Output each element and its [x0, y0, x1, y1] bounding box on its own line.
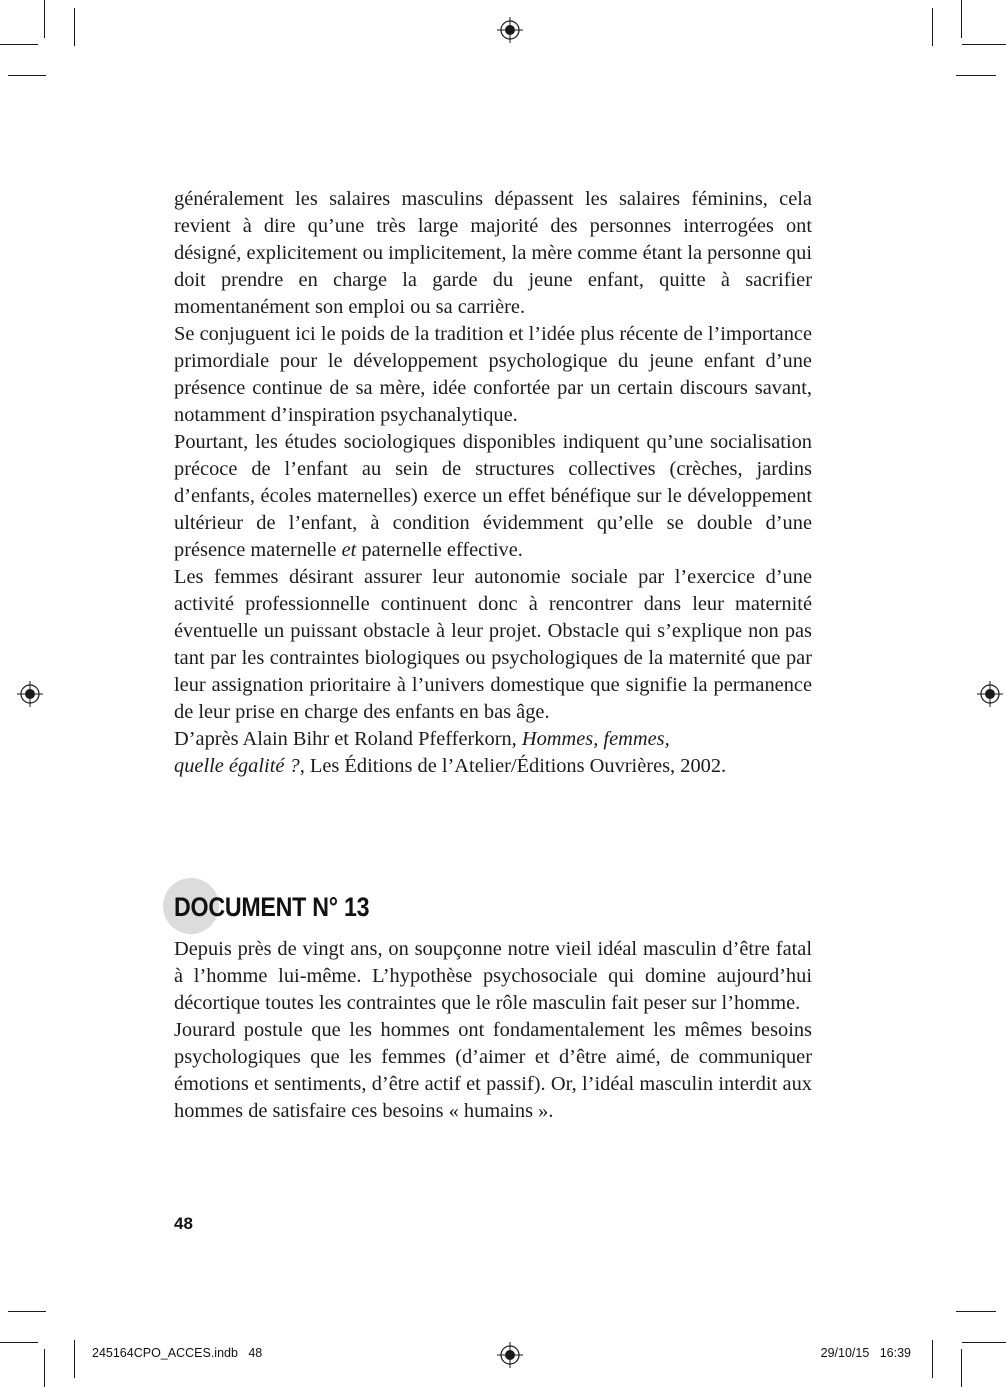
source-title-line2: quelle égalité ? — [174, 755, 300, 777]
registration-mark-left — [17, 681, 43, 707]
document-12-text — [174, 186, 812, 780]
source-citation — [174, 726, 812, 780]
paragraph-1: généralement les salaires masculins dépassent les salaires féminins, cela revient à dire qu’une très large majorité des personnes interrogées ont désigné, explicitement ou implicitement, la mère comme étant la personne qui doit prendre en charge la garde du jeune enfant, quitte à sacrifier momentanément son emploi ou sa carrière. — [174, 188, 812, 318]
registration-mark-right — [977, 681, 1003, 707]
paragraph-3 — [174, 429, 812, 564]
paragraph-2: Se conjuguent ici le poids de la tradition et l’idée plus récente de l’importance primordiale pour le développement psychologique du jeune enfant d’une présence continue de sa mère, idée confortée par un certain discours savant, notamment d’inspiration psychanalytique. — [174, 323, 812, 426]
doc13-paragraph-1: Depuis près de vingt ans, on soupçonne notre vieil idéal masculin d’être fatal à l’homme lui-même. L’hypothèse psychosociale qui domine aujourd’hui décortique toutes les contraintes que le rôle masculin fait peser sur l’homme. — [174, 938, 812, 1014]
crop-mark-top-right-h2 — [956, 75, 996, 76]
doc13-paragraph-2: Jourard postule que les hommes ont fondamentalement les mêmes besoins psychologiques que les femmes (d’aimer et d’être aimé, de communiquer émotions et sentiments, d’être actif et passif). Or, l’idéal masculin interdit aux hommes de satisfaire ces besoins « humains ». — [174, 1019, 812, 1122]
crop-mark-bottom-right-h2 — [962, 1342, 1006, 1343]
crop-mark-top-right-v2 — [961, 0, 962, 38]
registration-mark-bottom — [497, 1342, 523, 1368]
crop-mark-bottom-right-v2 — [961, 1349, 962, 1387]
registration-mark-top — [497, 17, 523, 43]
crop-mark-bottom-right-h1 — [956, 1311, 996, 1312]
crop-mark-bottom-left-h2 — [0, 1342, 38, 1343]
paragraph-3-end: paternelle effective. — [356, 539, 523, 561]
paragraph-3-start: Pourtant, les études sociologiques disponibles indiquent qu’une socialisation précoce de l’enfant au sein de structures collectives (crèches, jardins d’enfants, écoles maternelles) exerce un effet bénéfique sur le développement ultérieur de l’enfant, à condition évidemment qu’elle se double d’une présence maternelle — [174, 431, 812, 561]
crop-mark-top-left-v2 — [74, 8, 75, 46]
crop-mark-top-right-h1 — [962, 44, 1006, 45]
crop-mark-bottom-left-v2 — [74, 1340, 75, 1378]
page-number: 48 — [174, 1214, 193, 1233]
source-suffix: , Les Éditions de l’Atelier/Éditions Ouvrières, 2002. — [299, 755, 727, 777]
paragraph-4: Les femmes désirant assurer leur autonomie sociale par l’exercice d’une activité professionnelle continuent donc à rencontrer dans leur maternité éventuelle un puissant obstacle à leur projet. Obstacle qui s’explique non pas tant par les contraintes biologiques ou psychologiques de la maternité que par leur assignation prioritaire à l’univers domestique que signifie la permanence de leur prise en charge des enfants en bas âge. — [174, 566, 812, 723]
slug-filename: 245164CPO_ACCES.indb 48 — [92, 1346, 263, 1360]
crop-mark-bottom-right-v1 — [932, 1340, 933, 1378]
paragraph-3-emphasis: et — [341, 539, 357, 561]
document-heading: DOCUMENT N° 13 — [174, 892, 370, 922]
source-prefix: D’après Alain Bihr et Roland Pfefferkorn, — [174, 728, 522, 750]
crop-mark-top-left-v1 — [44, 0, 45, 38]
crop-mark-top-right-v1 — [932, 8, 933, 46]
document-13-text — [174, 936, 812, 1125]
slug-date: 29/10/15 16:39 — [820, 1346, 911, 1360]
source-title-line1: Hommes, femmes, — [521, 728, 670, 750]
crop-mark-bottom-left-v1 — [44, 1349, 45, 1387]
crop-mark-bottom-left-h1 — [8, 1311, 46, 1312]
crop-mark-top-left-h2 — [8, 75, 46, 76]
crop-mark-top-left-h1 — [0, 44, 38, 45]
